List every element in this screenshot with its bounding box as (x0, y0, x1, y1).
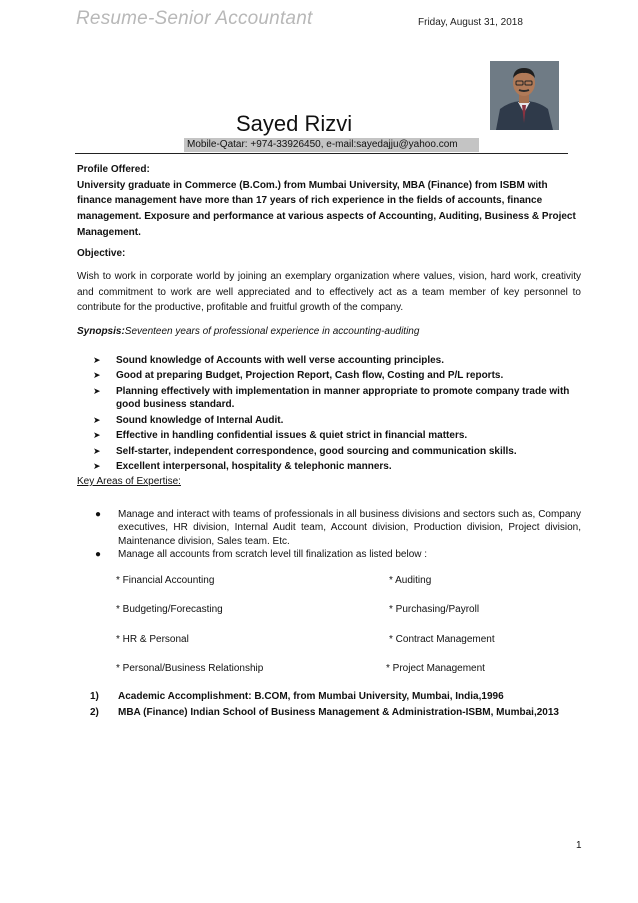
header-title: Resume-Senior Accountant (76, 8, 313, 29)
header-divider (75, 153, 568, 154)
skill-item: ➤ Effective in handling confidential issues & quiet strict in financial matters. (93, 430, 468, 442)
education-number: 1) (90, 691, 99, 702)
expertise-list (91, 508, 581, 562)
education-item (90, 689, 590, 705)
profile-text: University graduate in Commerce (B.Com.) from Mumbai University, MBA (Finance) from ISBM with finance management have more than 17 years of rich experience in the fields of accounts, finance management. Exposure and performance at various aspects of Accounting, Auditing, Business & Project Management. (77, 179, 576, 238)
arrow-bullet-icon: ➤ (93, 461, 101, 472)
expertise-item: ● Manage and interact with teams of professionals in all business divisions and sectors such as, Company executives, HR division, Internal Audit team, Account division, Production division, Project division, Maintenance division, Sales team. Etc. (95, 509, 581, 547)
account-item: * Project Management (386, 663, 485, 674)
profile-heading: Profile Offered: (77, 164, 150, 175)
arrow-bullet-icon: ➤ (93, 414, 101, 425)
objective-heading: Objective: (77, 248, 126, 259)
round-bullet-icon: ● (95, 509, 102, 520)
expertise-heading: Key Areas of Expertise: (77, 476, 181, 487)
account-item: * Personal/Business Relationship (116, 663, 264, 674)
profile-photo (490, 61, 559, 130)
account-item: * Financial Accounting (116, 575, 215, 586)
profile-section (77, 162, 581, 241)
skill-item: ➤ Planning effectively with implementation in manner appropriate to promote company trade with good business standard. (93, 385, 570, 411)
skill-item: ➤ Sound knowledge of Accounts with well verse accounting principles. (93, 355, 445, 366)
education-item (90, 705, 590, 721)
contact-info: Mobile-Qatar: +974-33926450, e-mail:sayedajju@yahoo.com (184, 138, 479, 152)
candidate-name: Sayed Rizvi (236, 111, 353, 136)
header-date: Friday, August 31, 2018 (418, 17, 523, 28)
round-bullet-icon: ● (95, 549, 102, 561)
arrow-bullet-icon: ➤ (93, 370, 101, 381)
skills-list (93, 354, 585, 476)
skill-item: ➤ Self-starter, independent correspondence, good sourcing and communication skills. (93, 445, 517, 457)
education-number: 2) (90, 707, 99, 718)
account-item: * HR & Personal (116, 634, 189, 645)
objective-text: Wish to work in corporate world by joining an exemplary organization where values, vision, hard work, creativity and commitment to work are well appreciated and to effectively act as a team member of key personnel to contribute for the productive, profitable and fruitful growth of the company. (77, 271, 581, 314)
account-item: * Auditing (389, 575, 432, 586)
account-item: * Purchasing/Payroll (389, 604, 480, 615)
arrow-bullet-icon: ➤ (93, 355, 101, 365)
synopsis-line (77, 324, 581, 340)
page-number: 1 (576, 840, 582, 851)
person-photo-icon (490, 61, 559, 130)
account-item: * Budgeting/Forecasting (116, 604, 223, 615)
education-text: MBA (Finance) Indian School of Business Management & Administration-ISBM, Mumbai,2013 (118, 707, 559, 718)
education-text: Academic Accomplishment: B.COM, from Mumbai University, Mumbai, India,1996 (118, 691, 504, 702)
skill-item: ➤ Good at preparing Budget, Projection Report, Cash flow, Costing and P/L reports. (93, 370, 504, 382)
account-item: * Contract Management (389, 634, 495, 645)
arrow-bullet-icon: ➤ (93, 385, 101, 396)
synopsis-text: Seventeen years of professional experience in accounting-auditing (124, 326, 420, 337)
synopsis-label: Synopsis: (77, 326, 125, 337)
arrow-bullet-icon: ➤ (93, 430, 101, 441)
arrow-bullet-icon: ➤ (93, 445, 101, 456)
skill-item: ➤ Sound knowledge of Internal Audit. (93, 414, 284, 426)
skill-item: ➤ Excellent interpersonal, hospitality & telephonic manners. (93, 461, 392, 473)
expertise-item: ● Manage all accounts from scratch level till finalization as listed below : (95, 549, 428, 561)
